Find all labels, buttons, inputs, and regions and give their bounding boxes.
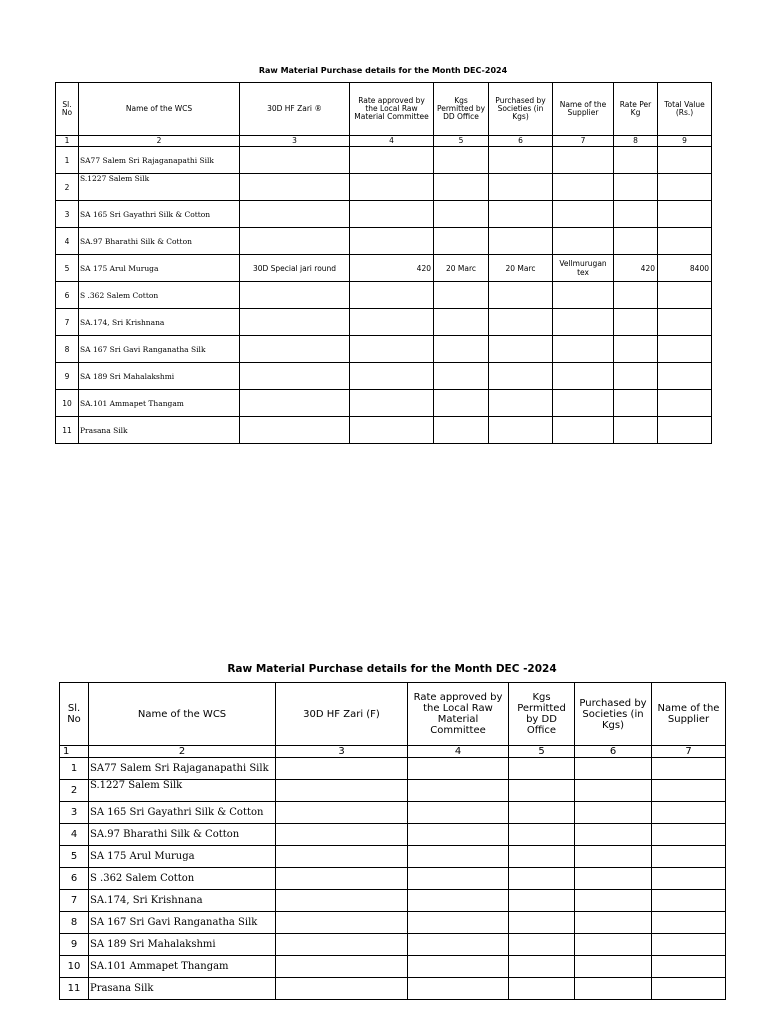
column-number-row: [56, 136, 712, 147]
wcs-name: SA 175 Arul Muruga: [79, 255, 240, 282]
purchased-value: 20 Marc: [489, 255, 553, 282]
header-zari: 30D HF Zari ®: [240, 83, 350, 136]
table-row: [60, 890, 726, 912]
table-row: [60, 802, 726, 824]
sl-no: 2: [60, 780, 89, 802]
wcs-name: SA 175 Arul Muruga: [89, 846, 276, 868]
header-supplier: Name of the Supplier: [652, 683, 726, 746]
table-row: [60, 956, 726, 978]
header-kgs-permitted: Kgs Permitted by DD Office: [509, 683, 575, 746]
sl-no: 11: [60, 978, 89, 1000]
table-row: [56, 147, 712, 174]
sl-no: 6: [56, 282, 79, 309]
table-row: [60, 824, 726, 846]
col-number: 1: [56, 136, 79, 147]
wcs-name: S .362 Salem Cotton: [79, 282, 240, 309]
header-rate-approved: Rate approved by the Local Raw Material Committee: [408, 683, 509, 746]
table-row: [60, 868, 726, 890]
col-number: 5: [509, 746, 575, 758]
table-row: [56, 336, 712, 363]
header-rate-approved: Rate approved by the Local Raw Material Committee: [350, 83, 434, 136]
sl-no: 3: [56, 201, 79, 228]
header-total-value: Total Value (Rs.): [658, 83, 712, 136]
wcs-name: SA 189 Sri Mahalakshmi: [89, 934, 276, 956]
col-number: 5: [434, 136, 489, 147]
header-zari: 30D HF Zari (F): [276, 683, 408, 746]
sl-no: 5: [56, 255, 79, 282]
col-number: 3: [276, 746, 408, 758]
wcs-name: SA 167 Sri Gavi Ranganatha Silk: [89, 912, 276, 934]
zari-value: 30D Special jari round: [240, 255, 350, 282]
sl-no: 8: [56, 336, 79, 363]
wcs-name: SA 167 Sri Gavi Ranganatha Silk: [79, 336, 240, 363]
header-wcs-name: Name of the WCS: [89, 683, 276, 746]
sl-no: 9: [60, 934, 89, 956]
col-number: 1: [60, 746, 89, 758]
header-row: [56, 83, 712, 136]
table-row: [56, 390, 712, 417]
col-number: 9: [658, 136, 712, 147]
col-number: 8: [614, 136, 658, 147]
sl-no: 11: [56, 417, 79, 444]
table-row: [60, 978, 726, 1000]
table-row: [60, 912, 726, 934]
header-wcs-name: Name of the WCS: [79, 83, 240, 136]
sl-no: 3: [60, 802, 89, 824]
rate-approved-value: 420: [350, 255, 434, 282]
col-number: 7: [553, 136, 614, 147]
table-row: [56, 363, 712, 390]
col-number: 2: [89, 746, 276, 758]
sl-no: 7: [60, 890, 89, 912]
wcs-name: SA.101 Ammapet Thangam: [89, 956, 276, 978]
col-number: 6: [575, 746, 652, 758]
wcs-name: SA 189 Sri Mahalakshmi: [79, 363, 240, 390]
header-rate-per-kg: Rate Per Kg: [614, 83, 658, 136]
raw-material-table-1: [55, 82, 712, 444]
sl-no: 4: [56, 228, 79, 255]
rate-per-kg-value: 420: [614, 255, 658, 282]
col-number: 3: [240, 136, 350, 147]
wcs-name: S.1227 Salem Silk: [79, 174, 240, 201]
table-row: [60, 846, 726, 868]
column-number-row: [60, 746, 726, 758]
table-row: [56, 174, 712, 201]
sl-no: 10: [56, 390, 79, 417]
table1-title: Raw Material Purchase details for the Month DEC-2024: [258, 66, 508, 75]
table-row: [56, 228, 712, 255]
header-purchased: Purchased by Societies (in Kgs): [489, 83, 553, 136]
col-number: 6: [489, 136, 553, 147]
table-row: [56, 282, 712, 309]
wcs-name: SA 165 Sri Gayathri Silk & Cotton: [89, 802, 276, 824]
sl-no: 1: [56, 147, 79, 174]
wcs-name: Prasana Silk: [89, 978, 276, 1000]
wcs-name: SA.101 Ammapet Thangam: [79, 390, 240, 417]
col-number: 4: [350, 136, 434, 147]
sl-no: 5: [60, 846, 89, 868]
wcs-name: SA77 Salem Sri Rajaganapathi Silk: [89, 758, 276, 780]
sl-no: 10: [60, 956, 89, 978]
header-sl-no: Sl. No: [56, 83, 79, 136]
table2-title: Raw Material Purchase details for the Month DEC -2024: [227, 663, 557, 675]
wcs-name: Prasana Silk: [79, 417, 240, 444]
col-number: 2: [79, 136, 240, 147]
header-purchased: Purchased by Societies (in Kgs): [575, 683, 652, 746]
sl-no: 9: [56, 363, 79, 390]
col-number: 4: [408, 746, 509, 758]
table-row: [60, 934, 726, 956]
sl-no: 1: [60, 758, 89, 780]
wcs-name: SA.97 Bharathi Silk & Cotton: [79, 228, 240, 255]
table-row: [60, 758, 726, 780]
wcs-name: SA.97 Bharathi Silk & Cotton: [89, 824, 276, 846]
table-row: [56, 255, 712, 282]
table-row: [60, 780, 726, 802]
sl-no: 6: [60, 868, 89, 890]
table-row: [56, 417, 712, 444]
raw-material-table-2: [59, 682, 726, 1000]
col-number: 7: [652, 746, 726, 758]
header-row: [60, 683, 726, 746]
header-sl-no: Sl. No: [60, 683, 89, 746]
wcs-name: S .362 Salem Cotton: [89, 868, 276, 890]
wcs-name: SA 165 Sri Gayathri Silk & Cotton: [79, 201, 240, 228]
sl-no: 8: [60, 912, 89, 934]
wcs-name: S.1227 Salem Silk: [89, 780, 276, 802]
sl-no: 2: [56, 174, 79, 201]
wcs-name: SA.174, Sri Krishnana: [79, 309, 240, 336]
kgs-permitted-value: 20 Marc: [434, 255, 489, 282]
sl-no: 4: [60, 824, 89, 846]
wcs-name: SA.174, Sri Krishnana: [89, 890, 276, 912]
table-row: [56, 309, 712, 336]
wcs-name: SA77 Salem Sri Rajaganapathi Silk: [79, 147, 240, 174]
header-supplier: Name of the Supplier: [553, 83, 614, 136]
total-value: 8400: [658, 255, 712, 282]
supplier-value: Vellmurugan tex: [553, 255, 614, 282]
table-row: [56, 201, 712, 228]
sl-no: 7: [56, 309, 79, 336]
header-kgs-permitted: Kgs Permitted by DD Office: [434, 83, 489, 136]
